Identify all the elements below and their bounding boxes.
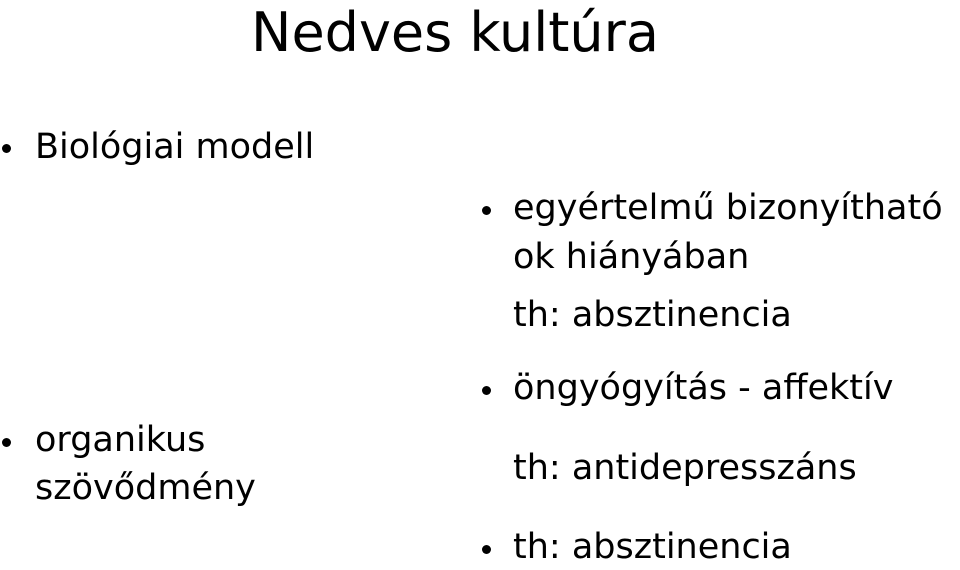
left-item-organic-line2: szövődmény — [35, 468, 256, 508]
slide-title: Nedves kultúra — [251, 1, 659, 64]
right-item-cause-line1: egyértelmű bizonyítható — [513, 188, 943, 228]
bullet-dot — [482, 545, 491, 554]
right-item-selfmedication: öngyógyítás - affektív — [513, 368, 894, 408]
right-item-abstinence: th: absztinencia — [513, 527, 792, 567]
bullet-dot — [2, 144, 11, 153]
right-item-selfmedication-therapy: th: antidepresszáns — [513, 448, 857, 488]
left-item-organic-line1: organikus — [35, 420, 206, 460]
right-item-cause-therapy: th: absztinencia — [513, 295, 792, 335]
left-item-biological-model: Biológiai modell — [35, 127, 315, 167]
bullet-dot — [2, 438, 11, 447]
bullet-dot — [482, 386, 491, 395]
bullet-dot — [482, 206, 491, 215]
right-item-cause-line2: ok hiányában — [513, 237, 750, 277]
